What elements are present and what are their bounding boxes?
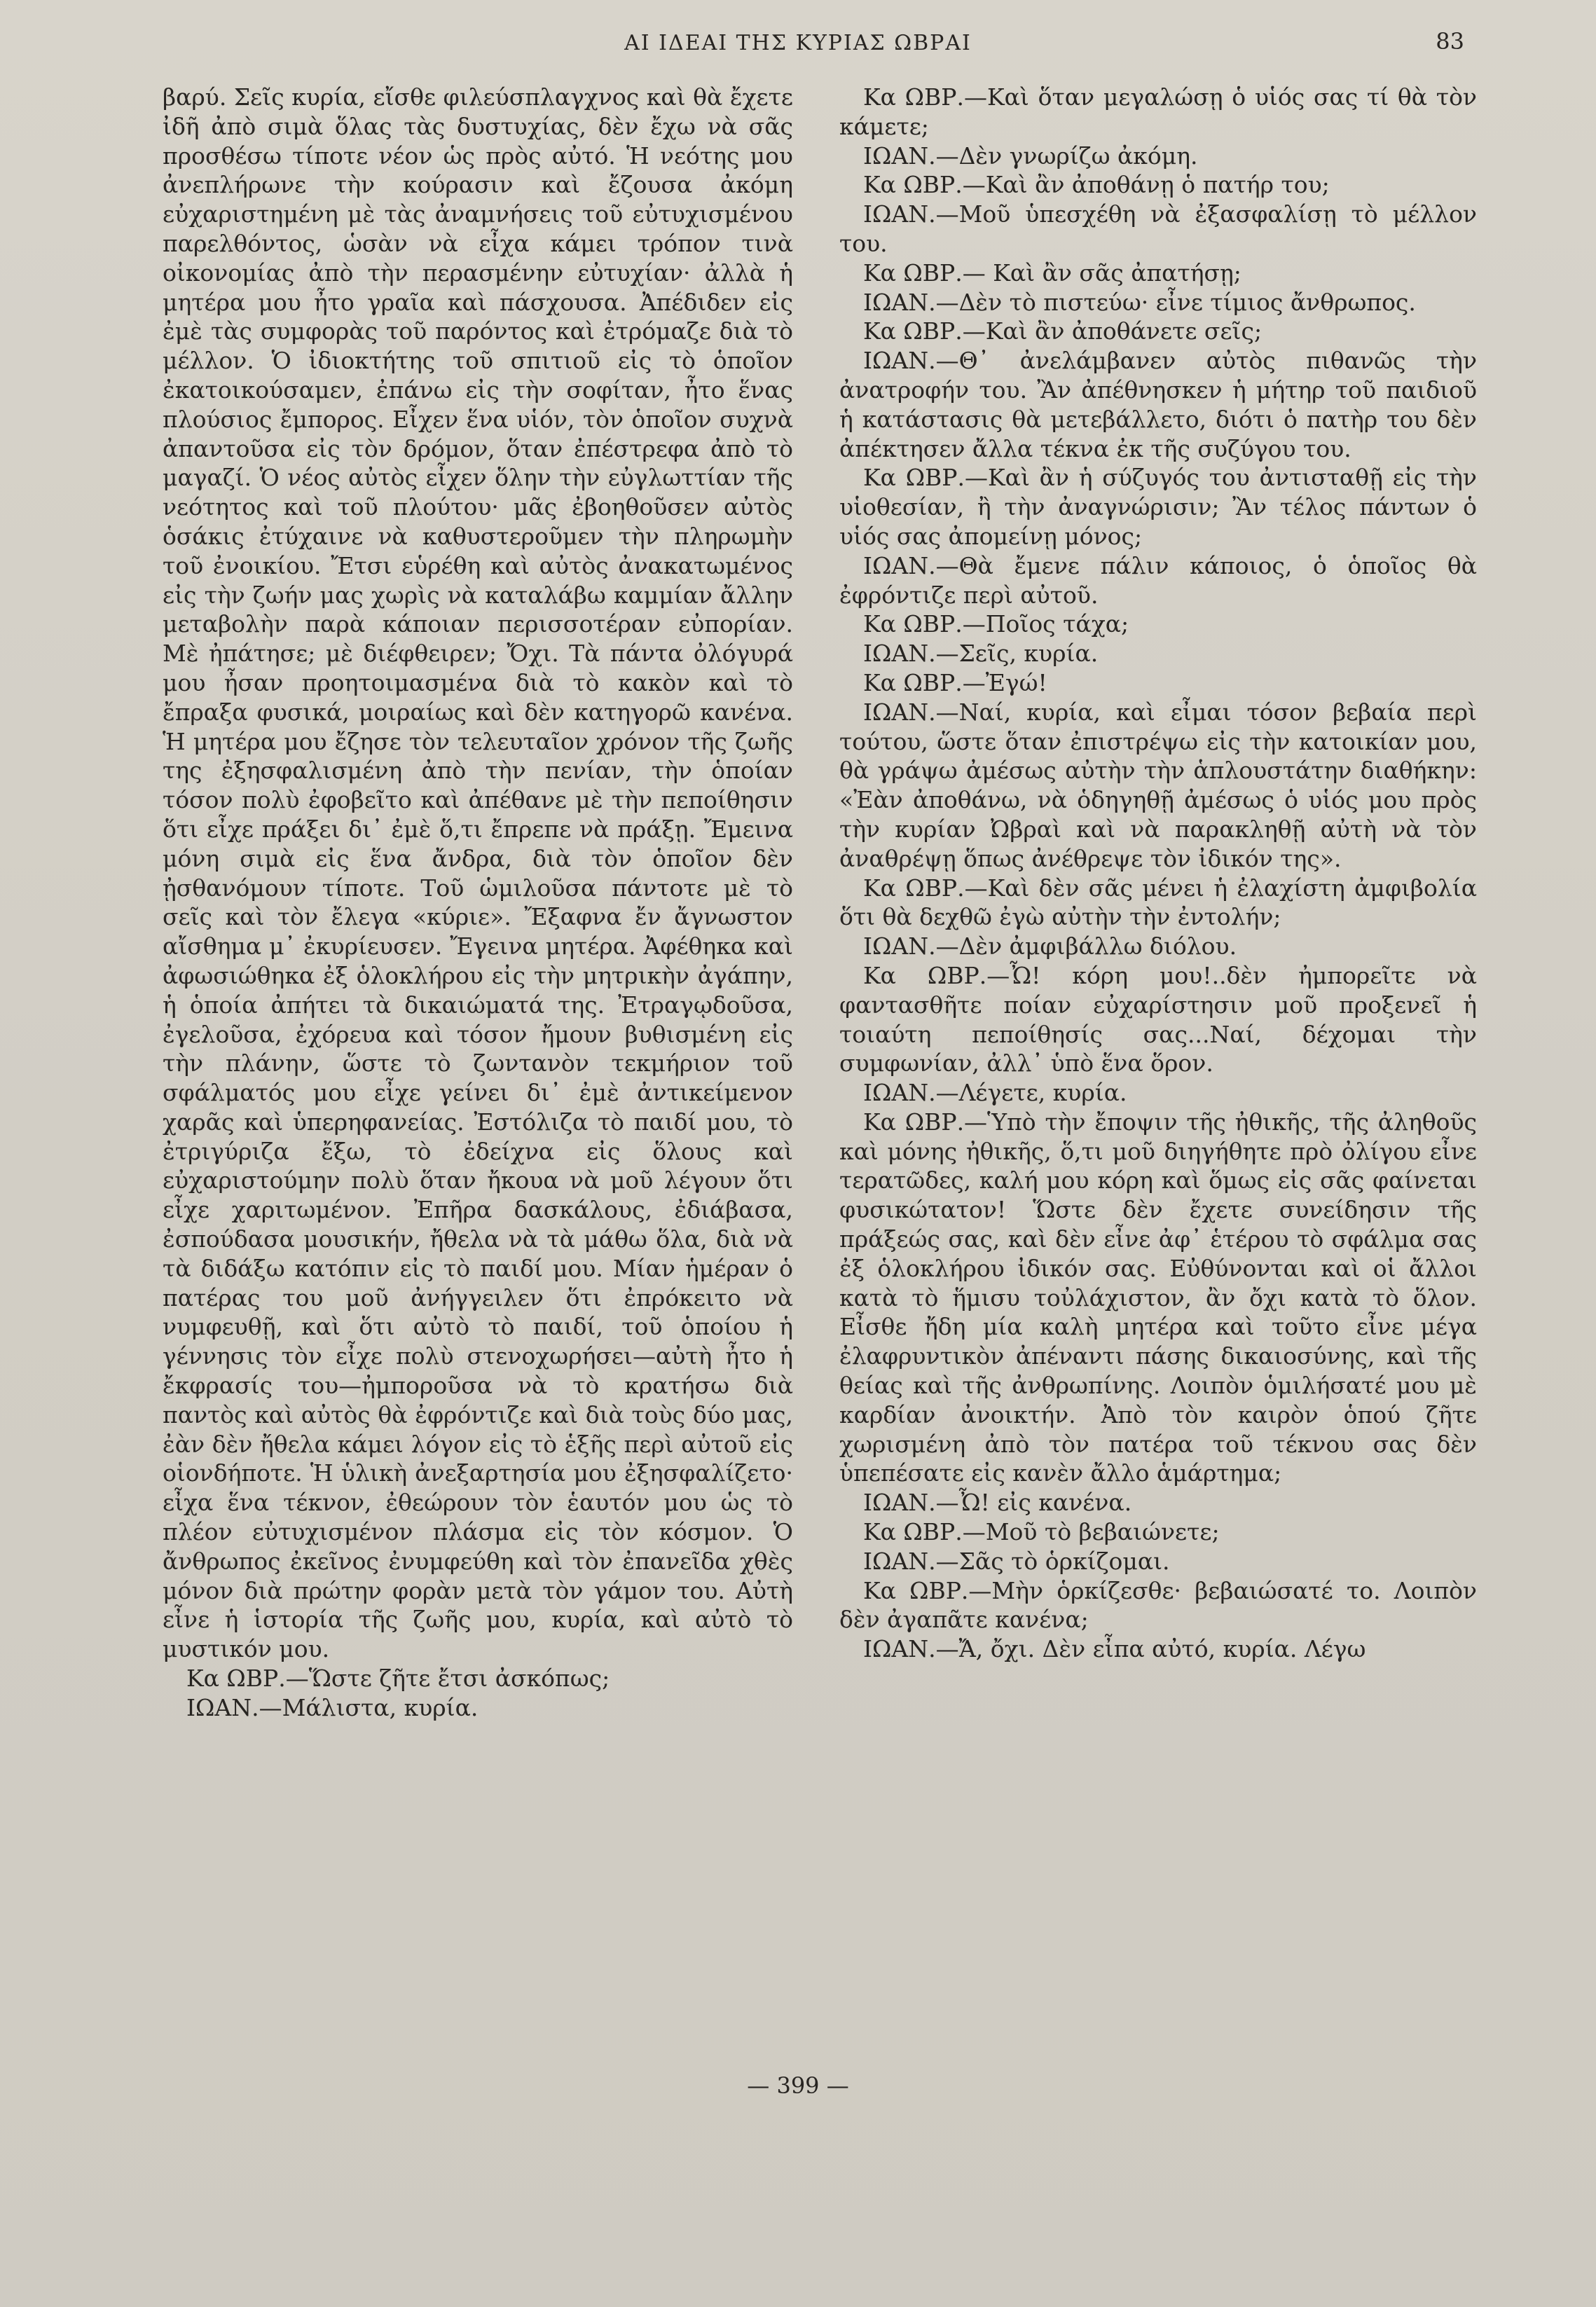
dialogue-line: Κα ΩΒΡ.—Ποῖος τάχα; — [863, 610, 1129, 638]
dialogue-line: ΙΩΑΝ.—Λέγετε, κυρία. — [863, 1079, 1127, 1107]
dialogue-line: Κα ΩΒΡ.— Καὶ ἂν σᾶς ἀπατήσῃ; — [863, 259, 1241, 287]
dialogue-line: Κα ΩΒΡ.—Μὴν ὁρκίζεσθε· βεβαιώσατέ το. Λοιπὸν δὲν ἀγαπᾶτε κανένα; — [839, 1576, 1477, 1634]
dialogue-line: Κα ΩΒΡ.—Καὶ ἂν ἡ σύζυγός του ἀντισταθῇ εἰς τὴν υἱοθεσίαν, ἢ τὴν ἀναγνώρισιν; Ἂν τέλος πάντων ὁ υἱός σας ἀπομείνῃ μόνος; — [839, 464, 1477, 550]
dialogue-line: ΙΩΑΝ.—Σεῖς, κυρία. — [863, 640, 1099, 668]
dialogue-line: ΙΩΑΝ.—Μοῦ ὑπεσχέθη νὰ ἐξασφαλίσῃ τὸ μέλλον του. — [839, 200, 1477, 257]
dialogue-line: ΙΩΑΝ.—Θὰ ἔμενε πάλιν κάποιος, ὁ ὁποῖος θὰ ἐφρόντιζε περὶ αὐτοῦ. — [839, 551, 1477, 609]
dialogue-line: Κα ΩΒΡ.—Καὶ ἂν ἀποθάνῃ ὁ πατήρ του; — [863, 171, 1330, 199]
dialogue-line: ΙΩΑΝ.—Ἄ, ὄχι. Δὲν εἶπα αὐτό, κυρία. Λέγω — [863, 1635, 1366, 1663]
dialogue-line: ΙΩΑΝ.—Ναί, κυρία, καὶ εἶμαι τόσον βεβαία περὶ τούτου, ὥστε ὅταν ἐπιστρέψω εἰς τὴν κατοικίαν μου, θὰ γράψω ἀμέσως αὐτὴν τὴν ἁπλουστάτην διαθήκην: «Ἐὰν ἀποθάνω, νὰ ὁδηγηθῇ ἀμέσως ὁ υἱός μου πρὸς τὴν κυρίαν Ὠβραὶ καὶ νὰ παρακληθῇ αὐτὴ νὰ τὸν ἀναθρέψῃ ὅπως ἀνέθρεψε τὸν ἰδικόν της». — [839, 698, 1477, 872]
right-column — [839, 83, 1477, 1664]
dialogue-line: Κα ΩΒΡ.—Καὶ δὲν σᾶς μένει ἡ ἐλαχίστη ἀμφιβολία ὅτι θὰ δεχθῶ ἐγὼ αὐτὴν τὴν ἐντολήν; — [839, 874, 1477, 931]
dialogue-line: ΙΩΑΝ.—Δὲν γνωρίζω ἀκόμη. — [863, 142, 1198, 170]
dialogue-line: Κα ΩΒΡ.—Μοῦ τὸ βεβαιώνετε; — [863, 1518, 1220, 1546]
dialogue-line: ΙΩΑΝ.—Δὲν ἀμφιβάλλω διόλου. — [863, 932, 1237, 960]
left-column — [163, 83, 793, 1723]
dialogue-line: ΙΩΑΝ.—Ὦ! εἰς κανένα. — [863, 1489, 1132, 1517]
running-header: ΑΙ ΙΔΕΑΙ ΤΗΣ ΚΥΡΙΑΣ ΩΒΡΑΙ — [624, 31, 972, 55]
dialogue-line: ΙΩΑΝ.—Σᾶς τὸ ὁρκίζομαι. — [863, 1547, 1170, 1575]
dialogue-line: Κα ΩΒΡ.—Ὦ! κόρη μου!..δὲν ἠμπορεῖτε νὰ φαντασθῆτε ποίαν εὐχαρίστησιν μοῦ προξενεῖ ἡ τοιαύτη πεποίθησίς σας...Ναί, δέχομαι τὴν συμφωνίαν, ἀλλ᾽ ὑπὸ ἕνα ὅρον. — [839, 961, 1477, 1077]
dialogue-line: Κα ΩΒΡ.—Ἐγώ! — [863, 668, 1047, 696]
dialogue-line: Κα ΩΒΡ.—Καὶ ὅταν μεγαλώσῃ ὁ υἱός σας τί θὰ τὸν κάμετε; — [839, 83, 1477, 140]
dialogue-line: ΙΩΑΝ.—Θ᾽ ἀνελάμβανεν αὐτὸς πιθανῶς τὴν ἀνατροφήν του. Ἂν ἀπέθνησκεν ἡ μήτηρ τοῦ παιδιοῦ ἡ κατάστασις θὰ μετεβάλλετο, διότι ὁ πατὴρ του δὲν ἀπέκτησεν ἄλλα τέκνα ἐκ τῆς συζύγου του. — [839, 347, 1477, 462]
narrative-paragraph: βαρύ. Σεῖς κυρία, εἴσθε φιλεύσπλαγχνος καὶ θὰ ἔχετε ἰδῆ ἀπὸ σιμὰ ὅλας τὰς δυστυχίας, δὲν ἔχω νὰ σᾶς προσθέσω τίποτε νέον ὡς πρὸς αὐτό. Ἡ νεότης μου ἀνεπλήρωνε τὴν κούρασιν καὶ ἔζουσα ἀκόμη εὐχαριστημένη μὲ τὰς ἀναμνήσεις τοῦ εὐτυχισμένου παρελθόντος, ὡσὰν νὰ εἶχα κάμει τρόπον τινὰ οἰκονομίας ἀπὸ τὴν περασμένην εὐτυχίαν· ἀλλὰ ἡ μητέρα μου ἦτο γραῖα καὶ πάσχουσα. Ἀπέδιδεν εἰς ἐμὲ τὰς συμφορὰς τοῦ παρόντος καὶ ἐτρόμαζε διὰ τὸ μέλλον. Ὁ ἰδιοκτήτης τοῦ σπιτιοῦ εἰς τὸ ὁποῖον ἐκατοικούσαμεν, ἐπάνω εἰς τὴν σοφίταν, ἦτο ἕνας πλούσιος ἔμπορος. Εἶχεν ἕνα υἱόν, τὸν ὁποῖον συχνὰ ἀπαντοῦσα εἰς τὸν δρόμον, ὅταν ἐπέστρεφα ἀπὸ τὸ μαγαζί. Ὁ νέος αὐτὸς εἶχεν ὅλην τὴν εὐγλωττίαν τῆς νεότητος καὶ τοῦ πλούτου· μᾶς ἐβοηθοῦσεν αὐτὸς ὁσάκις ἐτύχαινε νὰ καθυστεροῦμεν τὴν πληρωμὴν τοῦ ἐνοικίου. Ἔτσι εὑρέθη καὶ αὐτὸς ἀνακατωμένος εἰς τὴν ζωήν μας χωρὶς νὰ καταλάβω καμμίαν ἄλλην μεταβολὴν παρὰ κάποιαν περισσοτέραν εὐπορίαν. Μὲ ἠπάτησε; μὲ διέφθειρεν; Ὄχι. Τὰ πάντα ὀλόγυρά μου ἦσαν προητοιμασμένα διὰ τὸ κακὸν καὶ τὸ ἔπραξα φυσικά, μοιραίως καὶ δὲν κατηγορῶ κανένα. Ἡ μητέρα μου ἔζησε τὸν τελευταῖον χρόνον τῆς ζωῆς της ἐξησφαλισμένη ἀπὸ τὴν πενίαν, τὴν ὁποίαν τόσον πολὺ ἐφοβεῖτο καὶ ἀπέθανε μὲ τὴν πεποίθησιν ὅτι εἶχε πράξει δι᾽ ἐμὲ ὅ,τι ἔπρεπε νὰ πράξῃ. Ἔμεινα μόνη σιμὰ εἰς ἕνα ἄνδρα, διὰ τὸν ὁποῖον δὲν ᾐσθανόμουν τίποτε. Τοῦ ὡμιλοῦσα πάντοτε μὲ τὸ σεῖς καὶ τὸν ἔλεγα «κύριε». Ἔξαφνα ἔν ἄγνωστον αἴσθημα μ᾽ ἐκυρίευσεν. Ἔγεινα μητέρα. Ἀφέθηκα καὶ ἀφωσιώθηκα ἐξ ὁλοκλήρου εἰς τὴν μητρικὴν ἀγάπην, ἡ ὁποία ἀπήτει τὰ δικαιώματά της. Ἐτραγῳδοῦσα, ἐγελοῦσα, ἐχόρευα καὶ τόσον ἤμουν βυθισμένη εἰς τὴν πλάνην, ὥστε τὸ ζωντανὸν τεκμήριον τοῦ σφάλματός μου εἶχε γείνει δι᾽ ἐμὲ ἀντικείμενον χαρᾶς καὶ ὑπερηφανείας. Ἐστόλιζα τὸ παιδί μου, τὸ ἐτριγύριζα ἔξω, τὸ ἐδείχνα εἰς ὅλους καὶ εὐχαριστούμην πολὺ ὅταν ἤκουα νὰ μοῦ λέγουν ὅτι εἶχε χαριτωμένον. Ἐπῆρα δασκάλους, ἐδιάβασα, ἐσπούδασα μουσικήν, ἤθελα νὰ τὰ μάθω ὅλα, διὰ νὰ τὰ διδάξω κατόπιν εἰς τὸ παιδί μου. Μίαν ἡμέραν ὁ πατέρας του μοῦ ἀνήγγειλεν ὅτι ἐπρόκειτο νὰ νυμφευθῇ, καὶ ὅτι αὐτὸ τὸ παιδί, τοῦ ὁποίου ἡ γέννησις τὸν εἶχε πολὺ στενοχωρήσει—αὐτὴ ἦτο ἡ ἔκφρασίς του—ἠμποροῦσα νὰ τὸ κρατήσω διὰ παντὸς καὶ αὐτὸς θὰ ἐφρόντιζε καὶ διὰ τοὺς δύο μας, ἐὰν δὲν ἤθελα κάμει λόγον εἰς τὸ ἑξῆς περὶ αὐτοῦ εἰς οἱονδήποτε. Ἡ ὑλικὴ ἀνεξαρτησία μου ἐξησφαλίζετο· εἶχα ἕνα τέκνον, ἐθεώρουν τὸν ἑαυτόν μου ὡς τὸ πλέον εὐτυχισμένον πλάσμα εἰς τὸν κόσμον. Ὁ ἄνθρωπος ἐκεῖνος ἐνυμφεύθη καὶ τὸν ἐπανεῖδα χθὲς μόνον διὰ πρώτην φορὰν μετὰ τὸν γάμον του. Αὐτὴ εἶνε ἡ ἱστορία τῆς ζωῆς μου, κυρία, καὶ αὐτὸ τὸ μυστικόν μου. — [163, 83, 793, 1663]
dialogue-line: ΙΩΑΝ.—Μάλιστα, κυρία. — [186, 1693, 479, 1721]
dialogue-line: Κα ΩΒΡ.—Ὥστε ζῆτε ἔτσι ἀσκόπως; — [186, 1665, 610, 1693]
dialogue-line: Κα ΩΒΡ.—Ὑπὸ τὴν ἔποψιν τῆς ἠθικῆς, τῆς ἀληθοῦς καὶ μόνης ἠθικῆς, ὅ,τι μοῦ διηγήθητε πρὸ ὀλίγου εἶνε τερατῶδες, καλή μου κόρη καὶ ὅμως εἰς σᾶς φαίνεται φυσικώτατον! Ὥστε δὲν ἔχετε συνείδησιν τῆς πράξεώς σας, καὶ δὲν εἶνε ἀφ᾽ ἑτέρου τὸ σφάλμα σας ἐξ ὁλοκλήρου ἰδικόν σας. Εὐθύνονται καὶ οἱ ἄλλοι κατὰ τὸ ἥμισυ τοὐλάχιστον, ἂν ὄχι κατὰ τὸ ὅλον. Εἶσθε ἤδη μία καλὴ μητέρα καὶ τοῦτο εἶνε μέγα ἐλαφρυντικὸν ἀπέναντι πάσης δικαιοσύνης, καὶ τῆς θείας καὶ τῆς ἀνθρωπίνης. Λοιπὸν ὁμιλήσατέ μου μὲ καρδίαν ἀνοικτήν. Ἀπὸ τὸν καιρὸν ὁπού ζῆτε χωρισμένη ἀπὸ τὸν πατέρα τοῦ τέκνου σας δὲν ὑπεπέσατε εἰς κανὲν ἄλλο ἁμάρτημα; — [839, 1108, 1477, 1487]
page-number: 83 — [1436, 28, 1464, 55]
dialogue-line: Κα ΩΒΡ.—Καὶ ἂν ἀποθάνετε σεῖς; — [863, 317, 1263, 345]
dialogue-line: ΙΩΑΝ.—Δὲν τὸ πιστεύω· εἶνε τίμιος ἄνθρωπος. — [863, 288, 1416, 316]
footer-page-number: — 399 — — [747, 2072, 849, 2099]
